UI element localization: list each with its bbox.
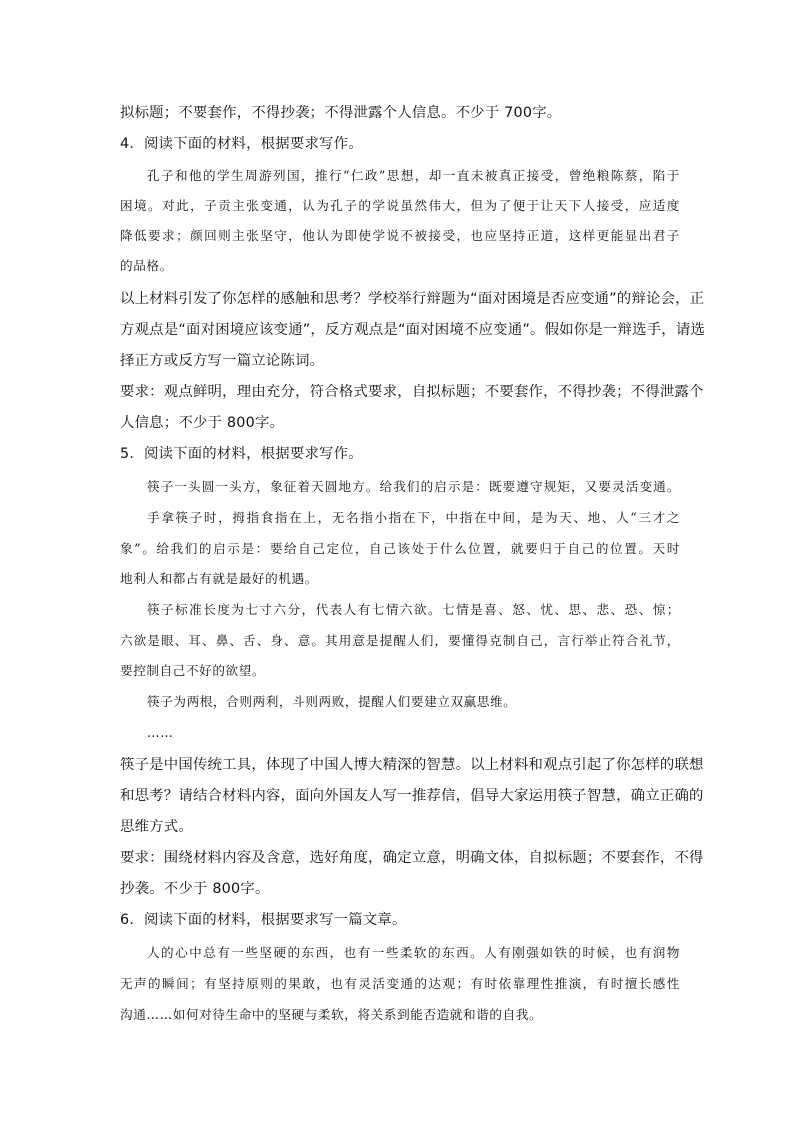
q5-material-line: 象”。给我们的启示是：要给自己定位，自己该处于什么位置，就要归于自己的位置。天时 (120, 541, 680, 556)
q5-heading: 5．阅读下面的材料，根据要求写作。 (120, 446, 363, 462)
q5-material-line: 筷子为两根，合则两利，斗则两败，提醒人们要建立双赢思维。 (147, 694, 517, 709)
q5-requirement-line: 要求：围绕材料内容及含意，选好角度，确定立意，明确文体，自拟标题；不要套作，不得 (120, 850, 704, 866)
q6-material-line: 无声的瞬间；有坚持原则的果敢，也有灵活变通的达观；有时依靠理性推演，有时擅长感性 (120, 976, 680, 991)
q4-prompt-line: 方观点是“面对困境应该变通”，反方观点是“面对困境不应变通”。假如你是一辩选手，请选 (120, 322, 706, 338)
q5-ellipsis: …… (147, 725, 174, 740)
q4-material-line: 困境。对此，子贡主张变通，认为孔子的学说虽然伟大，但为了便于让天下人接受，应适度 (120, 198, 680, 213)
q6-heading: 6．阅读下面的材料，根据要求写一篇文章。 (120, 912, 407, 928)
q5-prompt-line: 思维方式。 (120, 819, 193, 835)
q6-material-line: 人的心中总有一些坚硬的东西，也有一些柔软的东西。人有刚强如铁的时候，也有润物 (147, 945, 680, 960)
q4-prompt-line: 择正方或反方写一篇立论陈词。 (120, 353, 325, 369)
q5-material-line: 六欲是眼、耳、鼻、舌、身、意。其用意是提醒人们，要懂得克制自己，言行举止符合礼节， (120, 633, 680, 648)
q4-heading: 4．阅读下面的材料，根据要求写作。 (120, 136, 363, 152)
q5-prompt-line: 筷子是中国传统工具，体现了中国人博大精深的智慧。以上材料和观点引起了你怎样的联想 (120, 757, 704, 773)
q5-prompt-line: 和思考？请结合材料内容，面向外国友人写一推荐信，倡导大家运用筷子智慧，确立正确的 (120, 788, 704, 804)
q4-material-line: 孔子和他的学生周游列国，推行“仁政”思想，却一直未被真正接受，曾绝粮陈蔡，陷于 (147, 168, 680, 183)
q3-requirement-tail: 拟标题；不要套作，不得抄袭；不得泄露个人信息。不少于 700字。 (120, 105, 562, 121)
q5-material-line: 筷子标准长度为七寸六分，代表人有七情六欲。七情是喜、怒、忧、思、悲、恐、惊； (147, 602, 680, 617)
q4-material-line: 的品格。 (120, 258, 173, 273)
q4-material-line: 降低要求；颜回则主张坚守，他认为即使学说不被接受，也应坚持正道，这样更能显出君子 (120, 228, 680, 243)
q4-requirement-line: 人信息；不少于 800字。 (120, 415, 285, 431)
q5-material-line: 手拿筷子时，拇指食指在上，无名指小指在下，中指在中间，是为天、地、人“三才之 (147, 510, 680, 525)
q4-requirement-line: 要求：观点鲜明，理由充分，符合格式要求，自拟标题；不要套作，不得抄袭；不得泄露个 (120, 384, 704, 400)
q6-material-line: 沟通……如何对待生命中的坚硬与柔软，将关系到能否造就和谐的自我。 (120, 1007, 543, 1022)
q5-material-line: 地利人和都占有就是最好的机遇。 (120, 571, 318, 586)
q4-prompt-line: 以上材料引发了你怎样的感触和思考？学校举行辩题为“面对困境是否应变通”的辩论会，正 (120, 291, 705, 307)
q5-material-line: 筷子一头圆一头方，象征着天圆地方。给我们的启示是：既要遵守规矩，又要灵活变通。 (147, 479, 680, 494)
q5-material-line: 要控制自己不好的欲望。 (120, 663, 266, 678)
q5-requirement-line: 抄袭。不少于 800字。 (120, 881, 270, 897)
